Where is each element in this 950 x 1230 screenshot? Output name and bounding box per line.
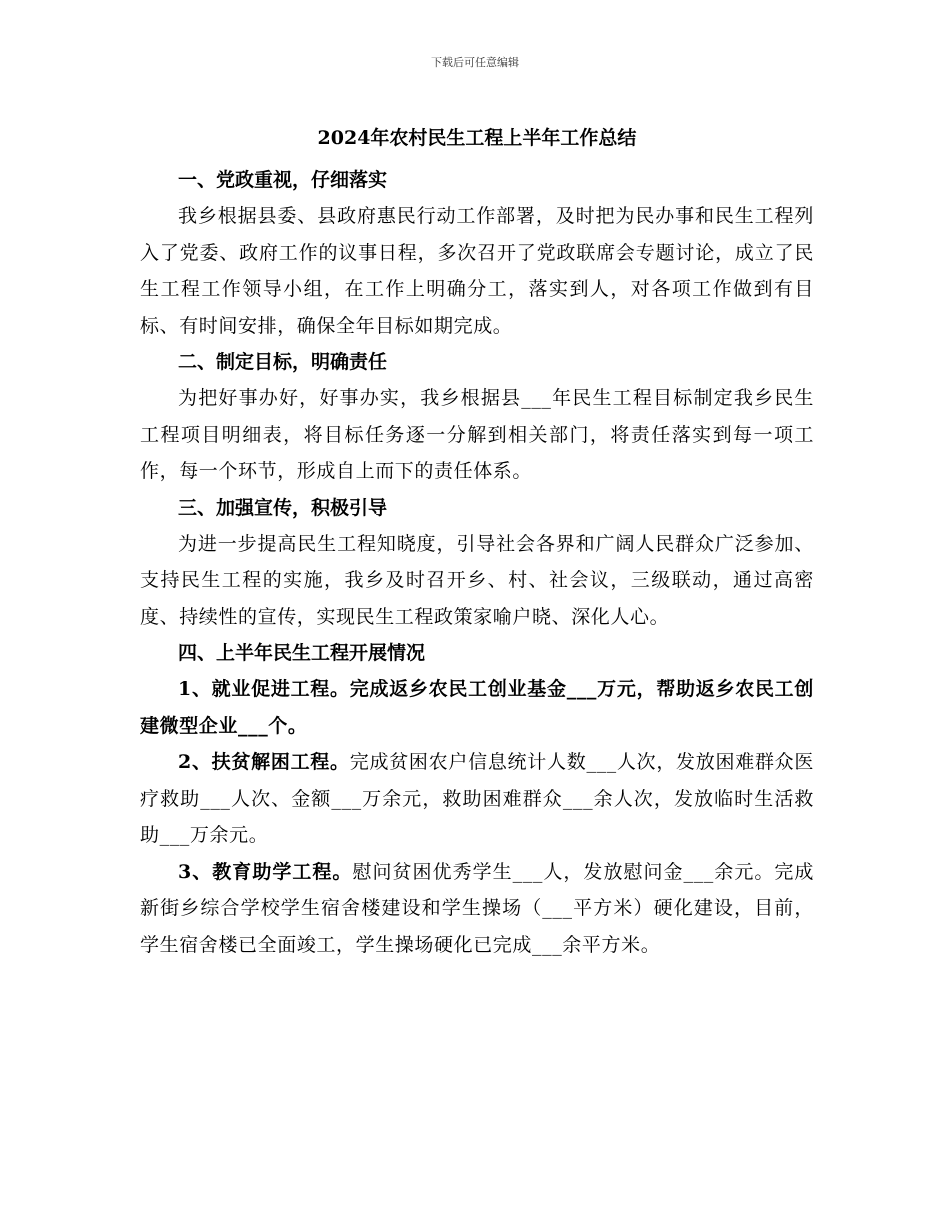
item-lead-1: 1、就业促进工程。	[178, 678, 350, 700]
section-heading-3: 三、加强宣传，积极引导	[178, 496, 388, 519]
item-lead-3: 3、教育助学工程。	[178, 860, 353, 883]
section-heading-2: 二、制定目标，明确责任	[178, 351, 388, 373]
item-paragraph-3	[140, 854, 814, 964]
section-paragraph-1: 我乡根据县委、县政府惠民行动工作部署，及时把为民办事和民生工程列入了党委、政府工作的议事日程，多次召开了党政联席会专题讨论，成立了民生工程工作领导小组，在工作上明确分工，落实到人，对各项工作做到有目标、有时间安排，确保全年目标如期完成。	[140, 205, 814, 337]
item-lead-2: 2、扶贫解困工程。	[178, 751, 350, 773]
item-text-3: 慰问贫困优秀学生___人，发放慰问金___余元。完成新街乡综合学校学生宿舍楼建设和学生操场（___平方米）硬化建设，目前，学生宿舍楼已全面竣工，学生操场硬化已完成___余平方米。	[140, 860, 814, 956]
section-heading-4: 四、上半年民生工程开展情况	[178, 642, 426, 664]
section-paragraph-2: 为把好事办好，好事办实，我乡根据县___年民生工程目标制定我乡民生工程项目明细表，将目标任务逐一分解到相关部门，将责任落实到每一项工作，每一个环节，形成自上而下的责任体系。	[140, 387, 814, 482]
item-text-2: 完成贫困农户信息统计人数___人次，发放困难群众医疗救助___人次、金额___万余元，救助困难群众___余人次，发放临时生活救助___万余元。	[140, 751, 814, 846]
item-text-1: 完成返乡农民工创业基金___万元，帮助返乡农民工创建微型企业___个。	[140, 678, 814, 737]
section-heading-1: 一、党政重视，仔细落实	[178, 169, 388, 191]
section-paragraph-3: 为进一步提高民生工程知晓度，引导社会各界和广阔人民群众广泛参加、支持民生工程的实施，我乡及时召开乡、村、社会议，三级联动，通过高密度、持续性的宣传，实现民生工程政策家喻户晓、深化人心。	[140, 532, 814, 628]
header-note: 下载后可任意编辑	[431, 56, 519, 69]
document-body	[140, 118, 814, 963]
item-paragraph-1	[140, 671, 814, 744]
item-paragraph-2	[140, 744, 814, 854]
document-title: 2024年农村民生工程上半年工作总结	[317, 127, 637, 149]
